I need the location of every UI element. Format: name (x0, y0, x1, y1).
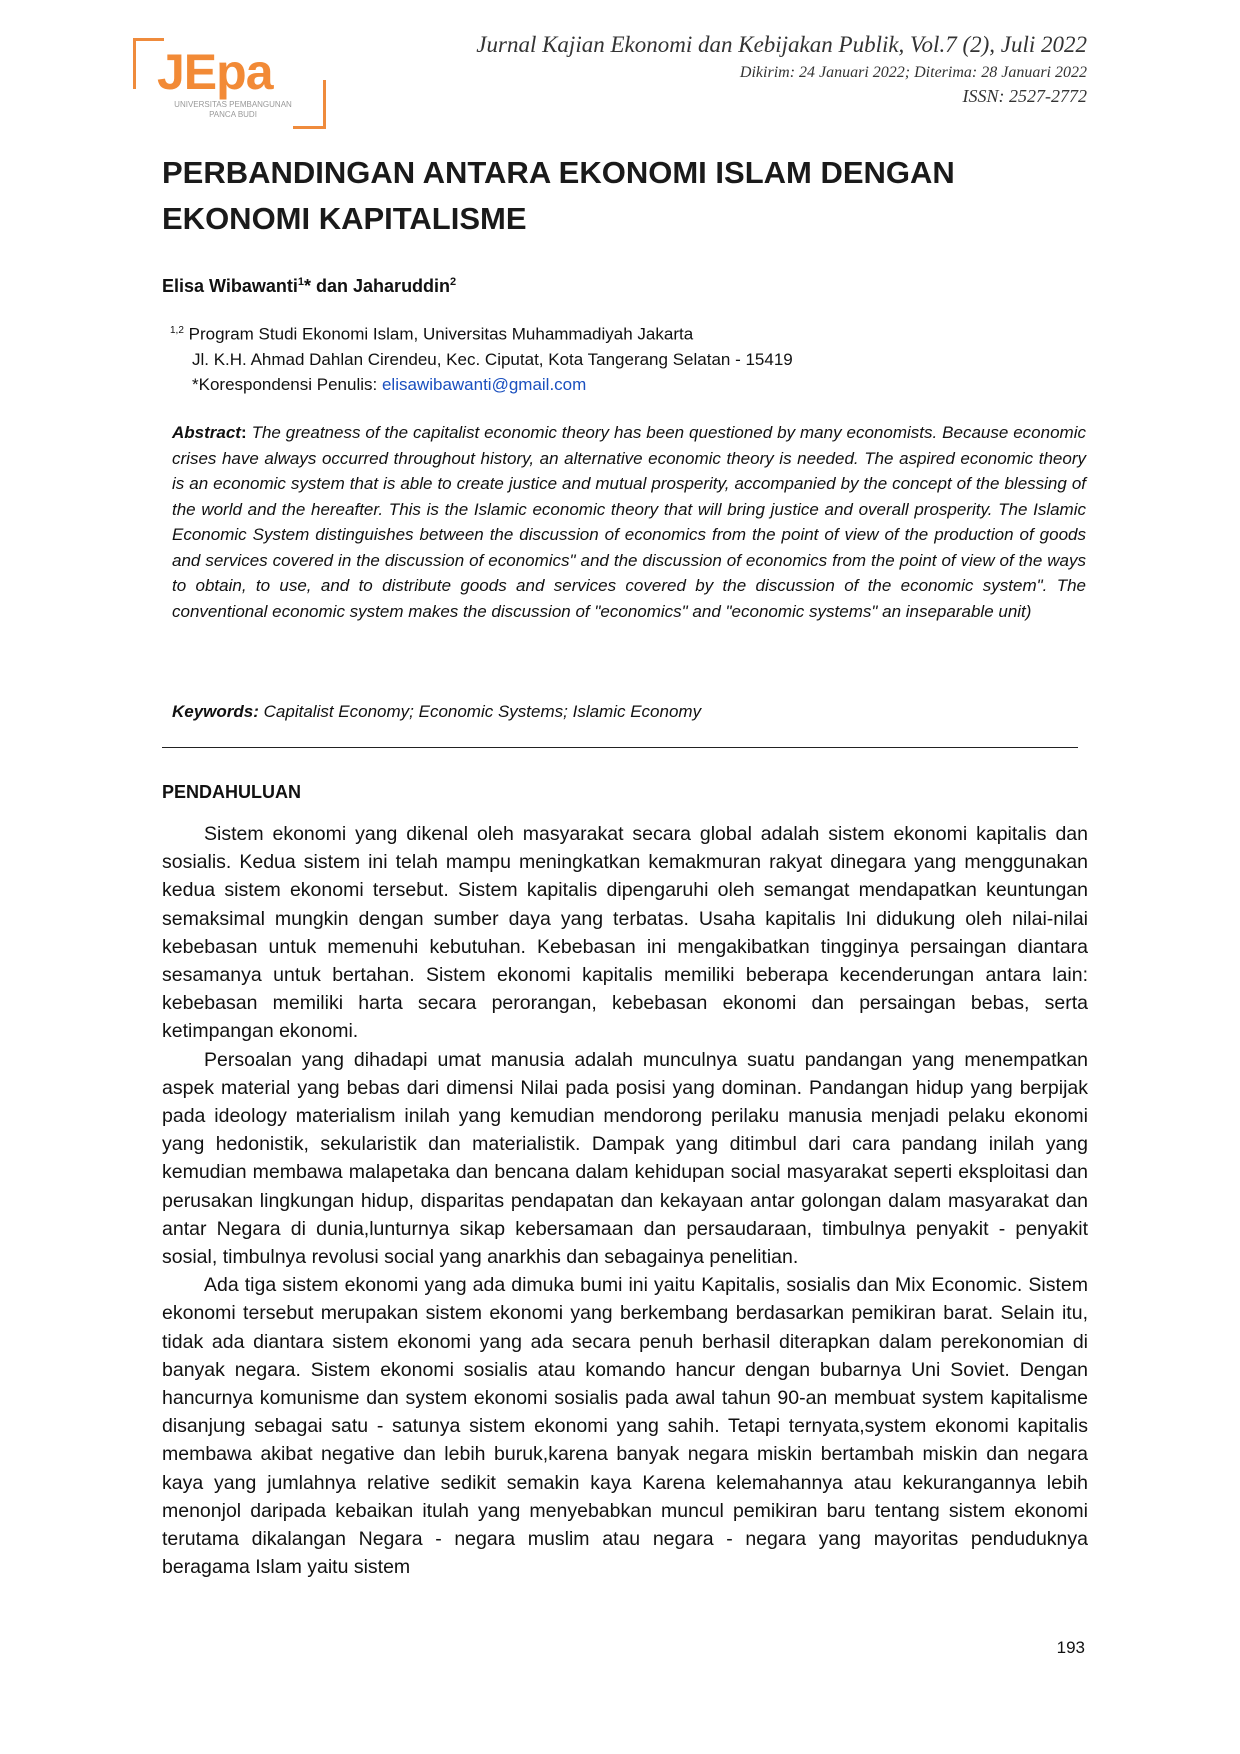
logo-subtitle-line1: UNIVERSITAS PEMBANGUNAN (174, 100, 292, 109)
logo-subtitle-line2: PANCA BUDI (209, 110, 257, 119)
corresponding-star: * (304, 276, 312, 296)
abstract-label: Abstract (172, 423, 241, 442)
affiliation-line1 (170, 318, 793, 347)
email-link[interactable]: elisawibawanti@gmail.com (381, 374, 587, 394)
author-2-affil-mark: 2 (450, 276, 457, 288)
author-1-affil-mark: 1 (297, 276, 304, 288)
abstract-text: The greatness of the capitalist economic theory has been questioned by many economists. Because economic crises have always occurred throughout history, an alternative economic theory is needed. The aspired economic theory is an economic system that is able to create justice and mutual prosperity, accompanied by the concept of the blessing of the world and the hereafter. This is the Islamic economic theory that will bring justice and overall prosperity. The Islamic Economic System distinguishes between the discussion of economics from the point of view of the production of goods and services covered in the discussion of economics" and the discussion of economics from the point of view of the ways to obtain, to use, and to distribute goods and services covered by the discussion of the economic system". The conventional economic system makes the discussion of "economics" and "economic systems" an inseparable unit) (172, 423, 1086, 621)
author-2: Jaharuddin (353, 276, 451, 296)
abstract (172, 420, 1086, 624)
paper-title-line2: EKONOMI KAPITALISME (162, 201, 527, 236)
author-line (162, 276, 456, 297)
logo-mark: JEpa (157, 44, 273, 100)
journal-logo (133, 38, 328, 128)
paper-title (162, 150, 1082, 242)
author-1: Elisa Wibawanti (162, 276, 298, 296)
body-text (162, 820, 1088, 1581)
correspondence-label: *Korespondensi Penulis: (192, 374, 382, 394)
section-heading: PENDAHULUAN (162, 782, 301, 802)
affiliation-marks: 1,2 (170, 325, 184, 336)
issn: ISSN: 2527-2772 (962, 86, 1087, 106)
affiliation-institution: Program Studi Ekonomi Islam, Universitas Muhammadiyah Jakarta (188, 324, 694, 344)
author-connector: dan (311, 276, 354, 296)
logo-subtitle (173, 100, 293, 120)
affiliation-address: Jl. K.H. Ahmad Dahlan Cirendeu, Kec. Ciputat, Kota Tangerang Selatan - 15419 (192, 349, 793, 369)
keywords-value: Capitalist Economy; Economic Systems; Islamic Economy (263, 702, 702, 721)
section-divider (162, 747, 1078, 748)
keywords-label: Keywords: (172, 702, 259, 721)
affiliation-block (170, 318, 793, 397)
page-number: 193 (1056, 1638, 1085, 1657)
journal-citation: Jurnal Kajian Ekonomi dan Kebijakan Publik, Vol.7 (2), Juli 2022 (476, 32, 1087, 57)
submission-dates: Dikirim: 24 Januari 2022; Diterima: 28 Januari 2022 (739, 64, 1087, 81)
correspondence-line (192, 372, 793, 397)
keywords (172, 702, 701, 722)
paper-title-line1: PERBANDINGAN ANTARA EKONOMI ISLAM DENGAN (162, 155, 955, 190)
logo-bracket-bottom-right (293, 80, 326, 129)
abstract-colon: : (240, 423, 247, 442)
paragraph: Sistem ekonomi yang dikenal oleh masyarakat secara global adalah sistem ekonomi kapitalis dan sosialis. Kedua sistem ini telah mampu meningkatkan kemakmuran rakyat dinegara yang menggunakan kedua sistem ekonomi tersebut. Sistem kapitalis dipengaruhi oleh semangat mendapatkan keuntungan semaksimal mungkin dengan sumber daya yang terbatas. Usaha kapitalis Ini didukung oleh nilai-nilai kebebasan untuk memenuhi kebutuhan. Kebebasan ini mengakibatkan tingginya persaingan diantara sesamanya untuk bertahan. Sistem ekonomi kapitalis memiliki beberapa kecenderungan antara lain: kebebasan memiliki harta secara perorangan, kebebasan ekonomi dan persaingan bebas, serta ketimpangan ekonomi. (162, 823, 1088, 1043)
paragraph: Persoalan yang dihadapi umat manusia adalah munculnya suatu pandangan yang menempatkan aspek material yang bebas dari dimensi Nilai pada posisi yang dominan. Pandangan hidup yang berpijak pada ideology materialism inilah yang kemudian mendorong perilaku manusia menjadi pelaku ekonomi yang hedonistik, sekularistik dan materialistik. Dampak yang ditimbul dari cara pandang inilah yang kemudian membawa malapetaka dan bencana dalam kehidupan social masyarakat seperti eksploitasi dan perusakan lingkungan hidup, disparitas pendapatan dan kekayaan antar golongan dalam masyarakat dan antar Negara di dunia,lunturnya sikap kebersamaan dan persaudaraan, timbulnya penyakit - penyakit sosial, timbulnya revolusi social yang anarkhis dan sebagainya penelitian. (162, 1048, 1088, 1269)
paragraph: Ada tiga sistem ekonomi yang ada dimuka bumi ini yaitu Kapitalis, sosialis dan Mix Economic. Sistem ekonomi tersebut merupakan sistem ekonomi yang berkembang berdasarkan pemikiran barat. Selain itu, tidak ada diantara sistem ekonomi yang ada secara penuh berhasil diterapkan dalam perekonomian di banyak negara. Sistem ekonomi sosialis atau komando hancur dengan bubarnya Uni Soviet. Dengan hancurnya komunisme dan system ekonomi sosialis pada awal tahun 90-an membuat system kapitalisme disanjung sebagai satu - satunya sistem ekonomi yang sahih. Tetapi ternyata,system ekonomi kapitalis membawa akibat negative dan lebih buruk,karena banyak negara miskin bertambah miskin dan negara kaya yang jumlahnya relative sedikit semakin kaya Karena kelemahannya atau kekurangannya lebih menonjol daripada kebaikan itulah yang menyebabkan muncul pemikiran baru tentang sistem ekonomi terutama dikalangan Negara - negara muslim atau negara - negara yang mayoritas penduduknya beragama Islam yaitu sistem (162, 1274, 1088, 1579)
